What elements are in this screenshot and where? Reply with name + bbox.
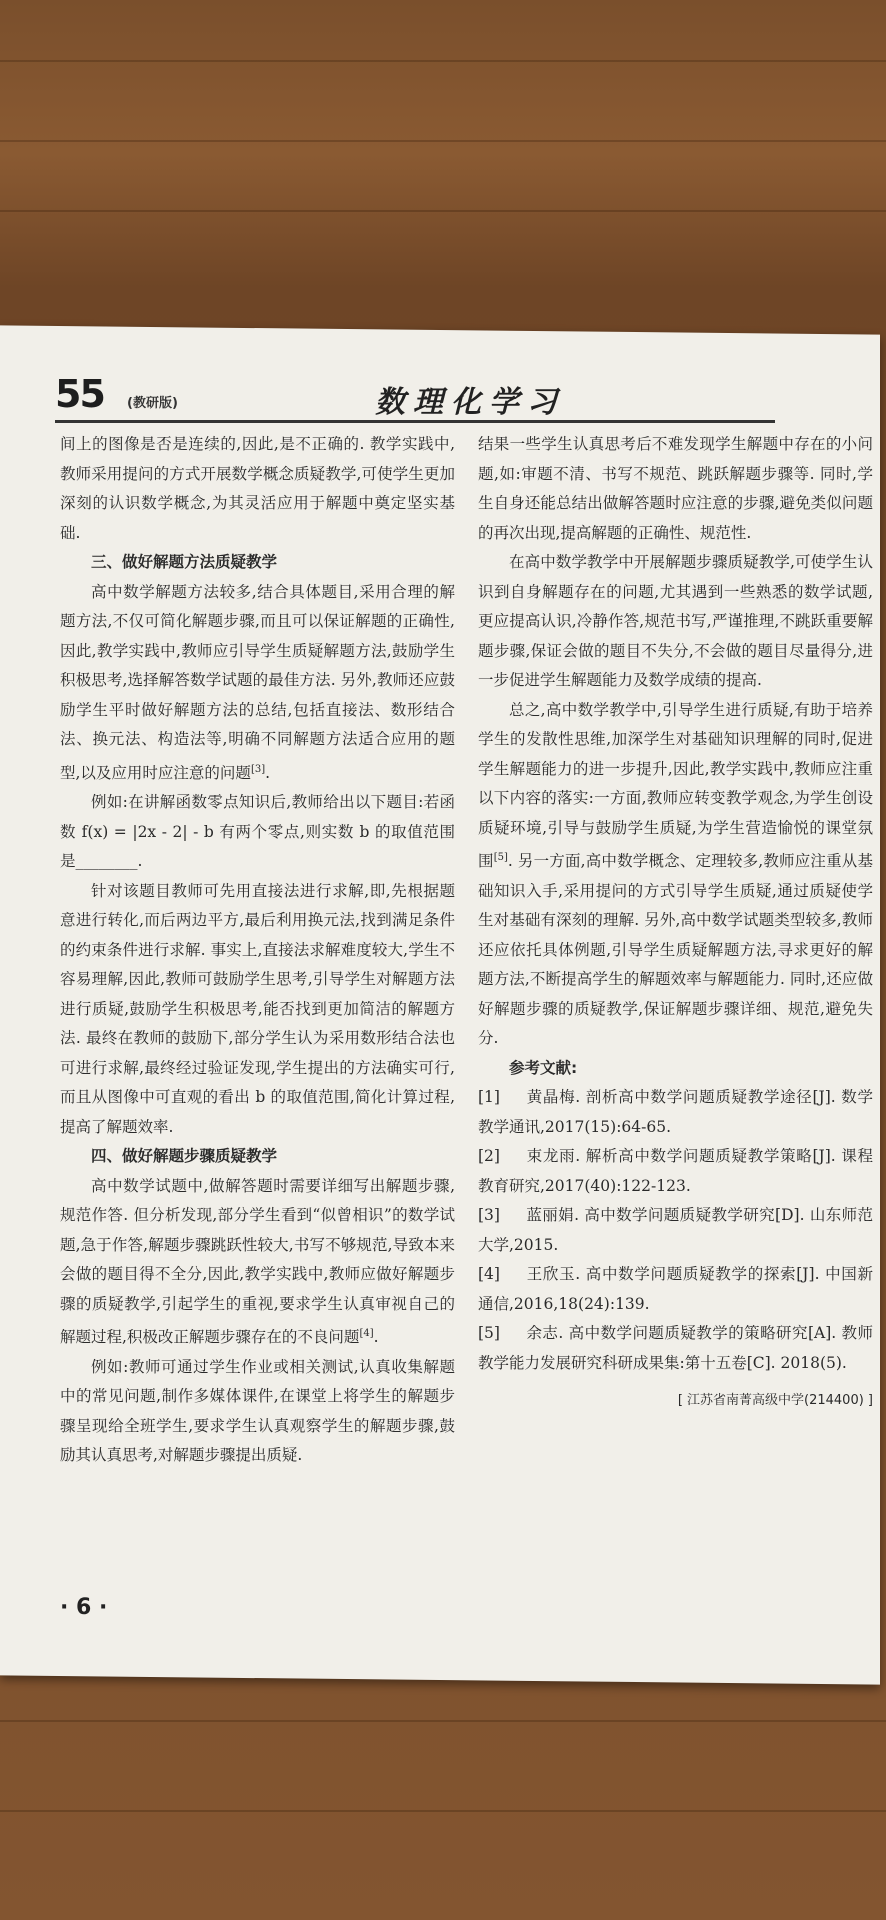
page-header bbox=[55, 372, 855, 422]
paragraph: 总之,高中数学教学中,引导学生进行质疑,有助于培养学生的发散性思维,加深学生对基础知识理解的同时,促进学生解题能力的进一步提升,因此,教学实践中,教师应注重以下内容的落实:一方面,教师应转变教学观念,为学生创设质疑环境,引导与鼓励学生质疑,为学生营造愉悦的课堂氛围[5]. 另一方面,高中数学概念、定理较多,教师应注重从基础知识入手,采用提问的方式引导学生质疑,通过质疑使学生对基础有深刻的理解. 另外,高中数学试题类型较多,教师还应依托具体例题,引导学生质疑解题方法,寻求更好的解题方法,不断提高学生的解题效率与解题能力. 同时,还应做好解题步骤的质疑教学,保证解题步骤详细、规范,避免失分. bbox=[478, 700, 873, 1048]
paragraph: 间上的图像是否是连续的,因此,是不正确的. 教学实践中,教师采用提问的方式开展数学概念质疑教学,可使学生更加深刻的认识数学概念,为其灵活应用于解题中奠定坚实基础. bbox=[60, 435, 455, 542]
reference-item: [3] 蓝丽娟. 高中数学问题质疑教学研究[D]. 山东师范大学,2015. bbox=[478, 1206, 873, 1254]
paragraph: 高中数学试题中,做解答题时需要详细写出解题步骤,规范作答. 但分析发现,部分学生看到“似曾相识”的数学试题,急于作答,解题步骤跳跃性较大,书写不够规范,导致本来会做的题目得不全分,因此,教学实践中,教师应做好解题步骤的质疑教学,引起学生的重视,要求学生认真审视自己的解题过程,积极改正解题步骤存在的不良问题[4]. bbox=[60, 1176, 455, 1347]
section-heading: 三、做好解题方法质疑教学 bbox=[91, 553, 278, 571]
paragraph: 例如:教师可通过学生作业或相关测试,认真收集解题中的常见问题,制作多媒体课件,在课堂上将学生的解题步骤呈现给全班学生,要求学生认真观察学生的解题步骤,鼓励其认真思考,对解题步骤提出质疑. bbox=[60, 1357, 455, 1465]
right-column bbox=[478, 430, 873, 1416]
paragraph: 高中数学解题方法较多,结合具体题目,采用合理的解题方法,不仅可简化解题步骤,而且可以保证解题的正确性,因此,教学实践中,教师应引导学生质疑解题方法,鼓励学生积极思考,选择解答数学试题的最佳方法. 另外,教师还应鼓励学生平时做好解题方法的总结,包括直接法、数形结合法、换元法、构造法等,明确不同解题方法适合应用的题型,以及应用时应注意的问题[3]. bbox=[60, 582, 455, 782]
paragraph: 针对该题目教师可先用直接法进行求解,即,先根据题意进行转化,而后两边平方,最后利用换元法,找到满足条件的约束条件进行求解. 事实上,直接法求解难度较大,学生不容易理解,因此,教师可鼓励学生思考,引导学生对解题方法进行质疑,鼓励学生积极思考,能否找到更加简洁的解题方法. 最终在教师的鼓励下,部分学生认为采用数形结合法也可进行求解,最终经过验证发现,学生提出的方法确实可行,而且从图像中可直观的看出 b 的取值范围,简化计算过程,提高了解题效率. bbox=[60, 881, 455, 1136]
paragraph: 结果一些学生认真思考后不难发现学生解题中存在的小问题,如:审题不清、书写不规范、跳跃解题步骤等. 同时,学生自身还能总结出做解答题时应注意的步骤,避免类似问题的再次出现,提高解题的正确性、规范性. bbox=[478, 435, 873, 542]
reference-item: [5] 余志. 高中数学问题质疑教学的策略研究[A]. 教师教学能力发展研究科研成果集:第十五卷[C]. 2018(5). bbox=[478, 1324, 873, 1372]
paragraph: 例如:在讲解函数零点知识后,教师给出以下题目:若函数 f(x) = |2x - 2| - b 有两个零点,则实数 b 的取值范围是________. bbox=[60, 793, 455, 871]
citation: [3] bbox=[250, 763, 266, 775]
header-rule bbox=[55, 420, 775, 423]
edition-label: (教研版) bbox=[127, 396, 178, 411]
paragraph: 在高中数学教学中开展解题步骤质疑教学,可使学生认识到自身解题存在的问题,尤其遇到一些熟悉的数学试题,更应提高认识,冷静作答,规范书写,严谨推理,不跳跃重要解题步骤,保证会做的题目不失分,不会做的题目尽量得分,进一步促进学生解题能力及数学成绩的提高. bbox=[478, 553, 873, 689]
page-number: · 6 · bbox=[60, 1595, 108, 1620]
author-affiliation: [ 江苏省南菁高级中学(214400) ] bbox=[677, 1393, 873, 1409]
journal-title: 数理化学习 bbox=[375, 385, 565, 420]
section-heading: 四、做好解题步骤质疑教学 bbox=[91, 1147, 278, 1166]
citation: [4] bbox=[359, 1328, 374, 1340]
reference-item: [2] 束龙雨. 解析高中数学问题质疑教学策略[J]. 课程教育研究,2017(40):122-123. bbox=[478, 1147, 873, 1195]
reference-item: [4] 王欣玉. 高中数学问题质疑教学的探索[J]. 中国新通信,2016,18(24):139. bbox=[478, 1265, 873, 1313]
reference-item: [1] 黄晶梅. 剖析高中数学问题质疑教学途径[J]. 数学教学通讯,2017(15):64-65. bbox=[478, 1088, 873, 1136]
citation: [5] bbox=[493, 852, 508, 863]
journal-logo: 55 bbox=[55, 372, 104, 416]
left-column bbox=[60, 430, 455, 1471]
references-heading: 参考文献: bbox=[509, 1058, 578, 1077]
